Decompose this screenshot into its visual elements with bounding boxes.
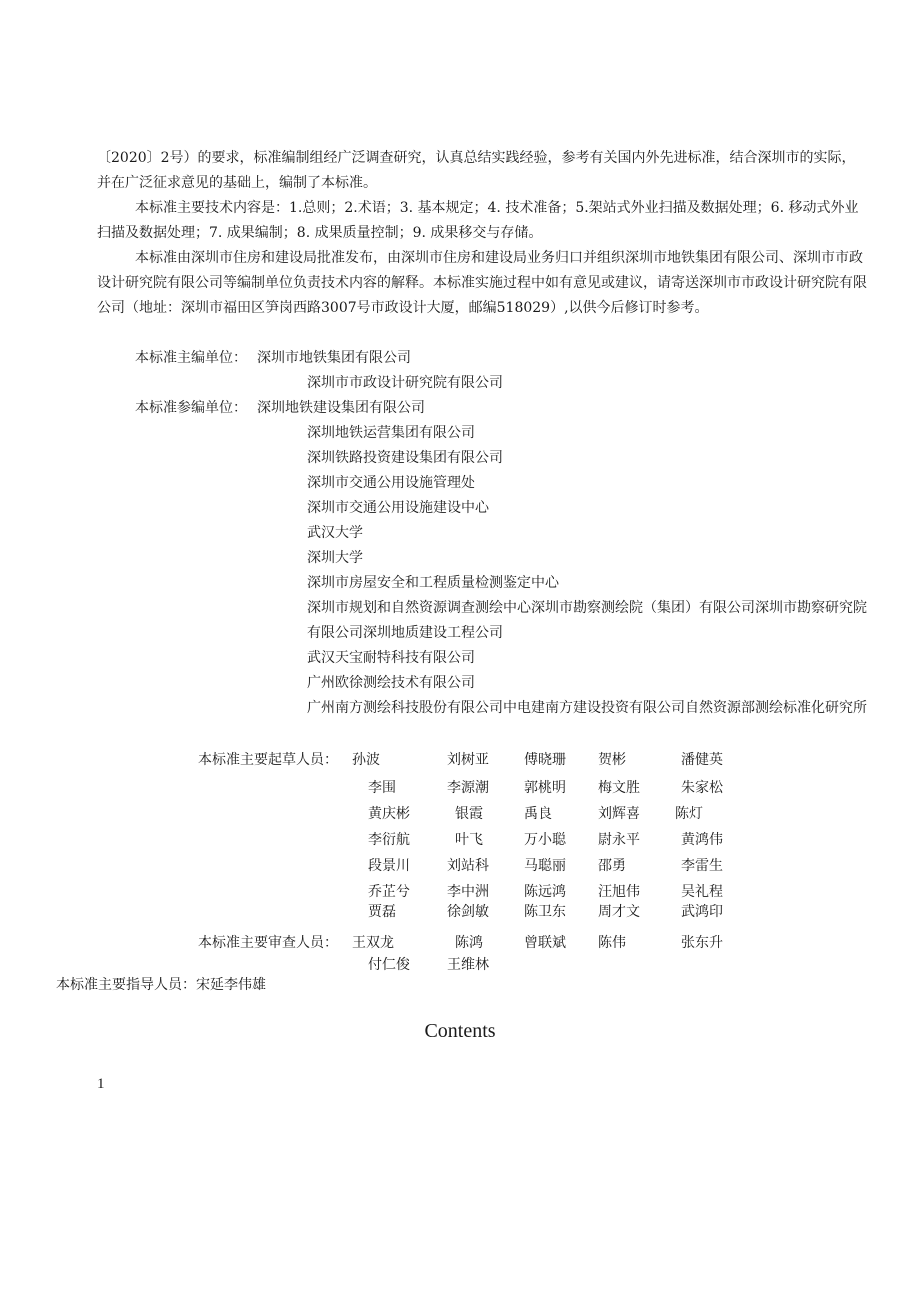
drafter-name: 贾磊 [368,904,396,920]
reviewer-name: 陈伟 [598,935,626,951]
participating-unit: 深圳市交通公用设施建设中心 [307,500,489,516]
guidance-names: 宋延李伟雄 [196,977,266,993]
drafter-name: 万小聪 [524,832,566,848]
drafter-name: 段景川 [368,858,410,874]
participating-unit: 武汉大学 [307,525,363,541]
participating-unit: 深圳铁路投资建设集团有限公司 [307,450,503,466]
drafter-name: 马聪丽 [524,858,566,874]
reviewer-name: 张东升 [681,935,723,951]
reviewer-name: 付仁俊 [368,957,410,973]
drafter-name: 梅文胜 [598,780,640,796]
drafter-name: 黄鸿伟 [681,832,723,848]
drafter-name: 武鸿印 [681,904,723,920]
drafter-name: 李围 [368,780,396,796]
drafter-name: 孙波 [352,752,380,768]
drafter-name: 陈远鸿 [524,884,566,900]
drafter-name: 郭桃明 [524,780,566,796]
page-number: 1 [97,1076,105,1092]
drafter-name: 贺彬 [598,752,626,768]
chief-units-label: 本标准主编单位： [135,350,247,366]
reviewers-label: 本标准主要审查人员： [198,935,338,951]
participating-unit: 深圳市房屋安全和工程质量检测鉴定中心 [307,575,559,591]
drafter-name: 陈灯 [675,806,703,822]
drafter-name: 李源潮 [447,780,489,796]
interpretation-paragraph: 本标准由深圳市住房和建设局批准发布，由深圳市住房和建设局业务归口并组织深圳市地铁集团有限公司、深圳市市政设计研究院有限公司等编制单位负责技术内容的解释。本标准实施过程中如有意见或建议，请寄送深圳市市政设计研究院有限公司（地址：深圳市福田区笋岗西路3007号市政设计大厦，邮编518029）,以供今后修订时参考。 [97,250,867,316]
drafter-name: 尉永平 [598,832,640,848]
drafter-name: 黄庆彬 [368,806,410,822]
intro-paragraph: 〔2020〕2号）的要求，标准编制组经广泛调查研究，认真总结实践经验，参考有关国内外先进标准，结合深圳市的实际，并在广泛征求意见的基础上，编制了本标准。 [97,150,856,191]
participating-unit: 广州欧徐测绘技术有限公司 [307,675,475,691]
participating-unit: 武汉天宝耐特科技有限公司 [307,650,475,666]
drafters-label: 本标准主要起草人员： [198,752,338,768]
participating-unit: 深圳大学 [307,550,363,566]
drafter-name: 刘辉喜 [598,806,640,822]
drafter-name: 乔芷兮 [368,884,410,900]
drafter-name: 朱家松 [681,780,723,796]
participating-unit: 深圳市交通公用设施管理处 [307,475,475,491]
participating-unit: 广州南方测绘科技股份有限公司中电建南方建设投资有限公司自然资源部测绘标准化研究所 [307,700,867,716]
drafter-name: 李雷生 [681,858,723,874]
drafter-name: 陈卫东 [524,904,566,920]
contents-heading: Contents [424,1020,496,1042]
reviewer-name: 曾联斌 [524,935,566,951]
drafter-name: 禹良 [524,806,552,822]
reviewer-name: 王双龙 [352,935,394,951]
chief-unit: 深圳市地铁集团有限公司 [257,350,411,366]
participating-unit: 深圳地铁运营集团有限公司 [307,425,475,441]
drafter-name: 叶飞 [455,832,483,848]
participating-unit: 深圳地铁建设集团有限公司 [257,400,425,416]
participating-unit: 深圳市规划和自然资源调查测绘中心深圳市勘察测绘院（集团）有限公司深圳市勘察研究院有限公司深圳地质建设工程公司 [307,600,867,641]
drafter-name: 刘树亚 [447,752,489,768]
drafter-name: 李中洲 [447,884,489,900]
drafter-name: 银霞 [455,806,483,822]
chief-unit: 深圳市市政设计研究院有限公司 [307,375,503,391]
reviewer-name: 王维林 [447,957,489,973]
reviewer-name: 陈鸿 [455,935,483,951]
drafter-name: 汪旭伟 [598,884,640,900]
drafter-name: 刘站科 [447,858,489,874]
drafter-name: 潘健英 [681,752,723,768]
drafter-name: 傅晓珊 [524,752,566,768]
guidance-label: 本标准主要指导人员： [56,977,196,993]
drafter-name: 李衍航 [368,832,410,848]
drafter-name: 吴礼程 [681,884,723,900]
drafter-name: 徐剑敏 [447,904,489,920]
drafter-name: 邵勇 [598,858,626,874]
participating-units-label: 本标准参编单位： [135,400,247,416]
technical-content-paragraph: 本标准主要技术内容是：1.总则；2.术语；3. 基本规定；4. 技术准备；5.架站式外业扫描及数据处理；6. 移动式外业扫描及数据处理；7. 成果编制；8. 成果质量控制；9. 成果移交与存储。 [97,200,859,241]
drafter-name: 周才文 [598,904,640,920]
